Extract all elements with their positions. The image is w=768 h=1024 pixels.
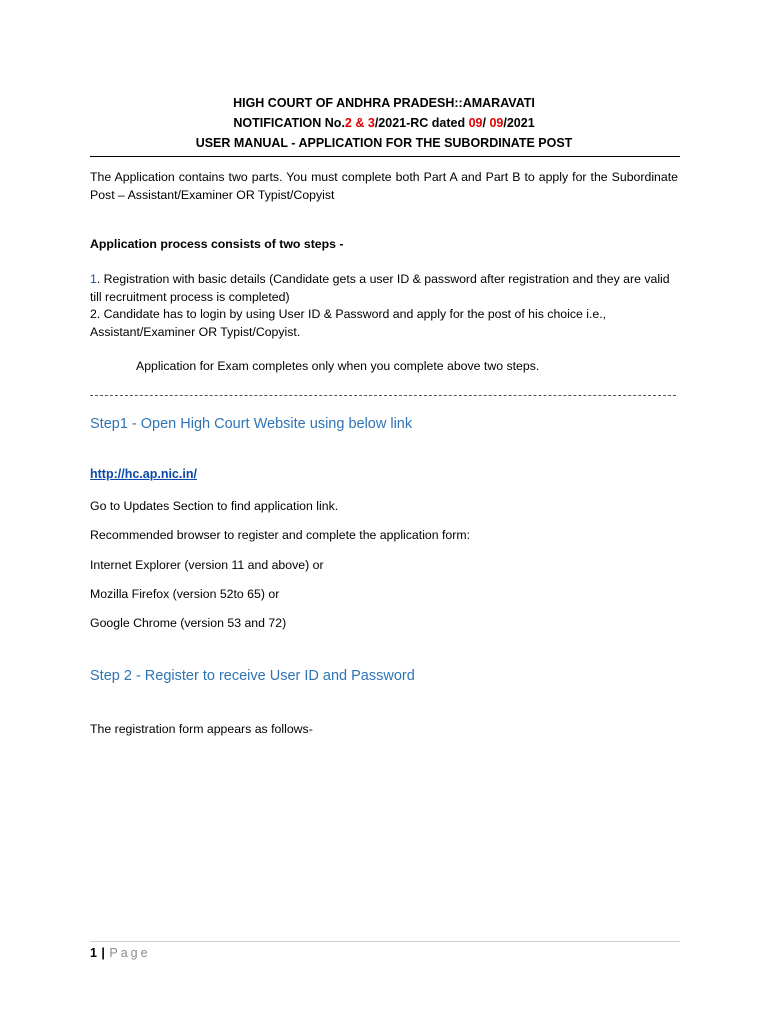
footer-rule [90, 941, 680, 942]
intro-paragraph: The Application contains two parts. You must complete both Part A and Part B to apply for the Subordinate Post – Assistant/Examiner OR Typist/Copyist [90, 170, 678, 202]
notification-year: /2021 [503, 116, 535, 130]
process-step-2: 2. Candidate has to login by using User ID & Password and apply for the post of his choice i.e., Assistant/Examiner OR Typist/Copyist. [90, 307, 607, 339]
step1-line-updates: Go to Updates Section to find application link. [90, 499, 339, 513]
step1-line-ie: Internet Explorer (version 11 and above) or [90, 558, 324, 572]
step2-heading: Step 2 - Register to receive User ID and Password [90, 668, 415, 684]
court-title: HIGH COURT OF ANDHRA PRADESH::AMARAVATI [233, 96, 535, 110]
step1-line-firefox: Mozilla Firefox (version 52to 65) or [90, 587, 280, 601]
page-word: Page [109, 946, 151, 960]
high-court-link[interactable]: http://hc.ap.nic.in/ [90, 467, 197, 481]
manual-title: USER MANUAL - APPLICATION FOR THE SUBORDINATE POST [195, 136, 573, 150]
step1-line-browser: Recommended browser to register and complete the application form: [90, 528, 471, 542]
notification-sep: / [482, 116, 490, 130]
process-step-1 [90, 270, 678, 306]
page-separator: | [101, 946, 105, 960]
step2-text: The registration form appears as follows- [90, 722, 313, 736]
notification-month: 09 [489, 116, 504, 130]
process-step-1-number: 1 [90, 272, 97, 286]
header-rule [90, 156, 680, 157]
process-step-1-text: . Registration with basic details (Candidate gets a user ID & password after registration and they are valid till recruitment process is completed) [90, 272, 670, 304]
step1-line-chrome: Google Chrome (version 53 and 72) [90, 616, 287, 630]
process-note: Application for Exam completes only when you complete above two steps. [136, 359, 540, 373]
page-footer [90, 944, 151, 962]
step1-heading: Step1 - Open High Court Website using below link [90, 416, 413, 432]
process-heading: Application process consists of two steps - [90, 237, 344, 251]
notification-day: 09 [468, 116, 483, 130]
notification-line [90, 113, 678, 133]
notification-mid: /2021-RC dated [374, 116, 469, 130]
page-number: 1 [90, 946, 97, 960]
dashed-separator [90, 395, 676, 396]
notification-prefix: NOTIFICATION No. [233, 116, 345, 130]
notification-number: 2 & 3 [344, 116, 375, 130]
